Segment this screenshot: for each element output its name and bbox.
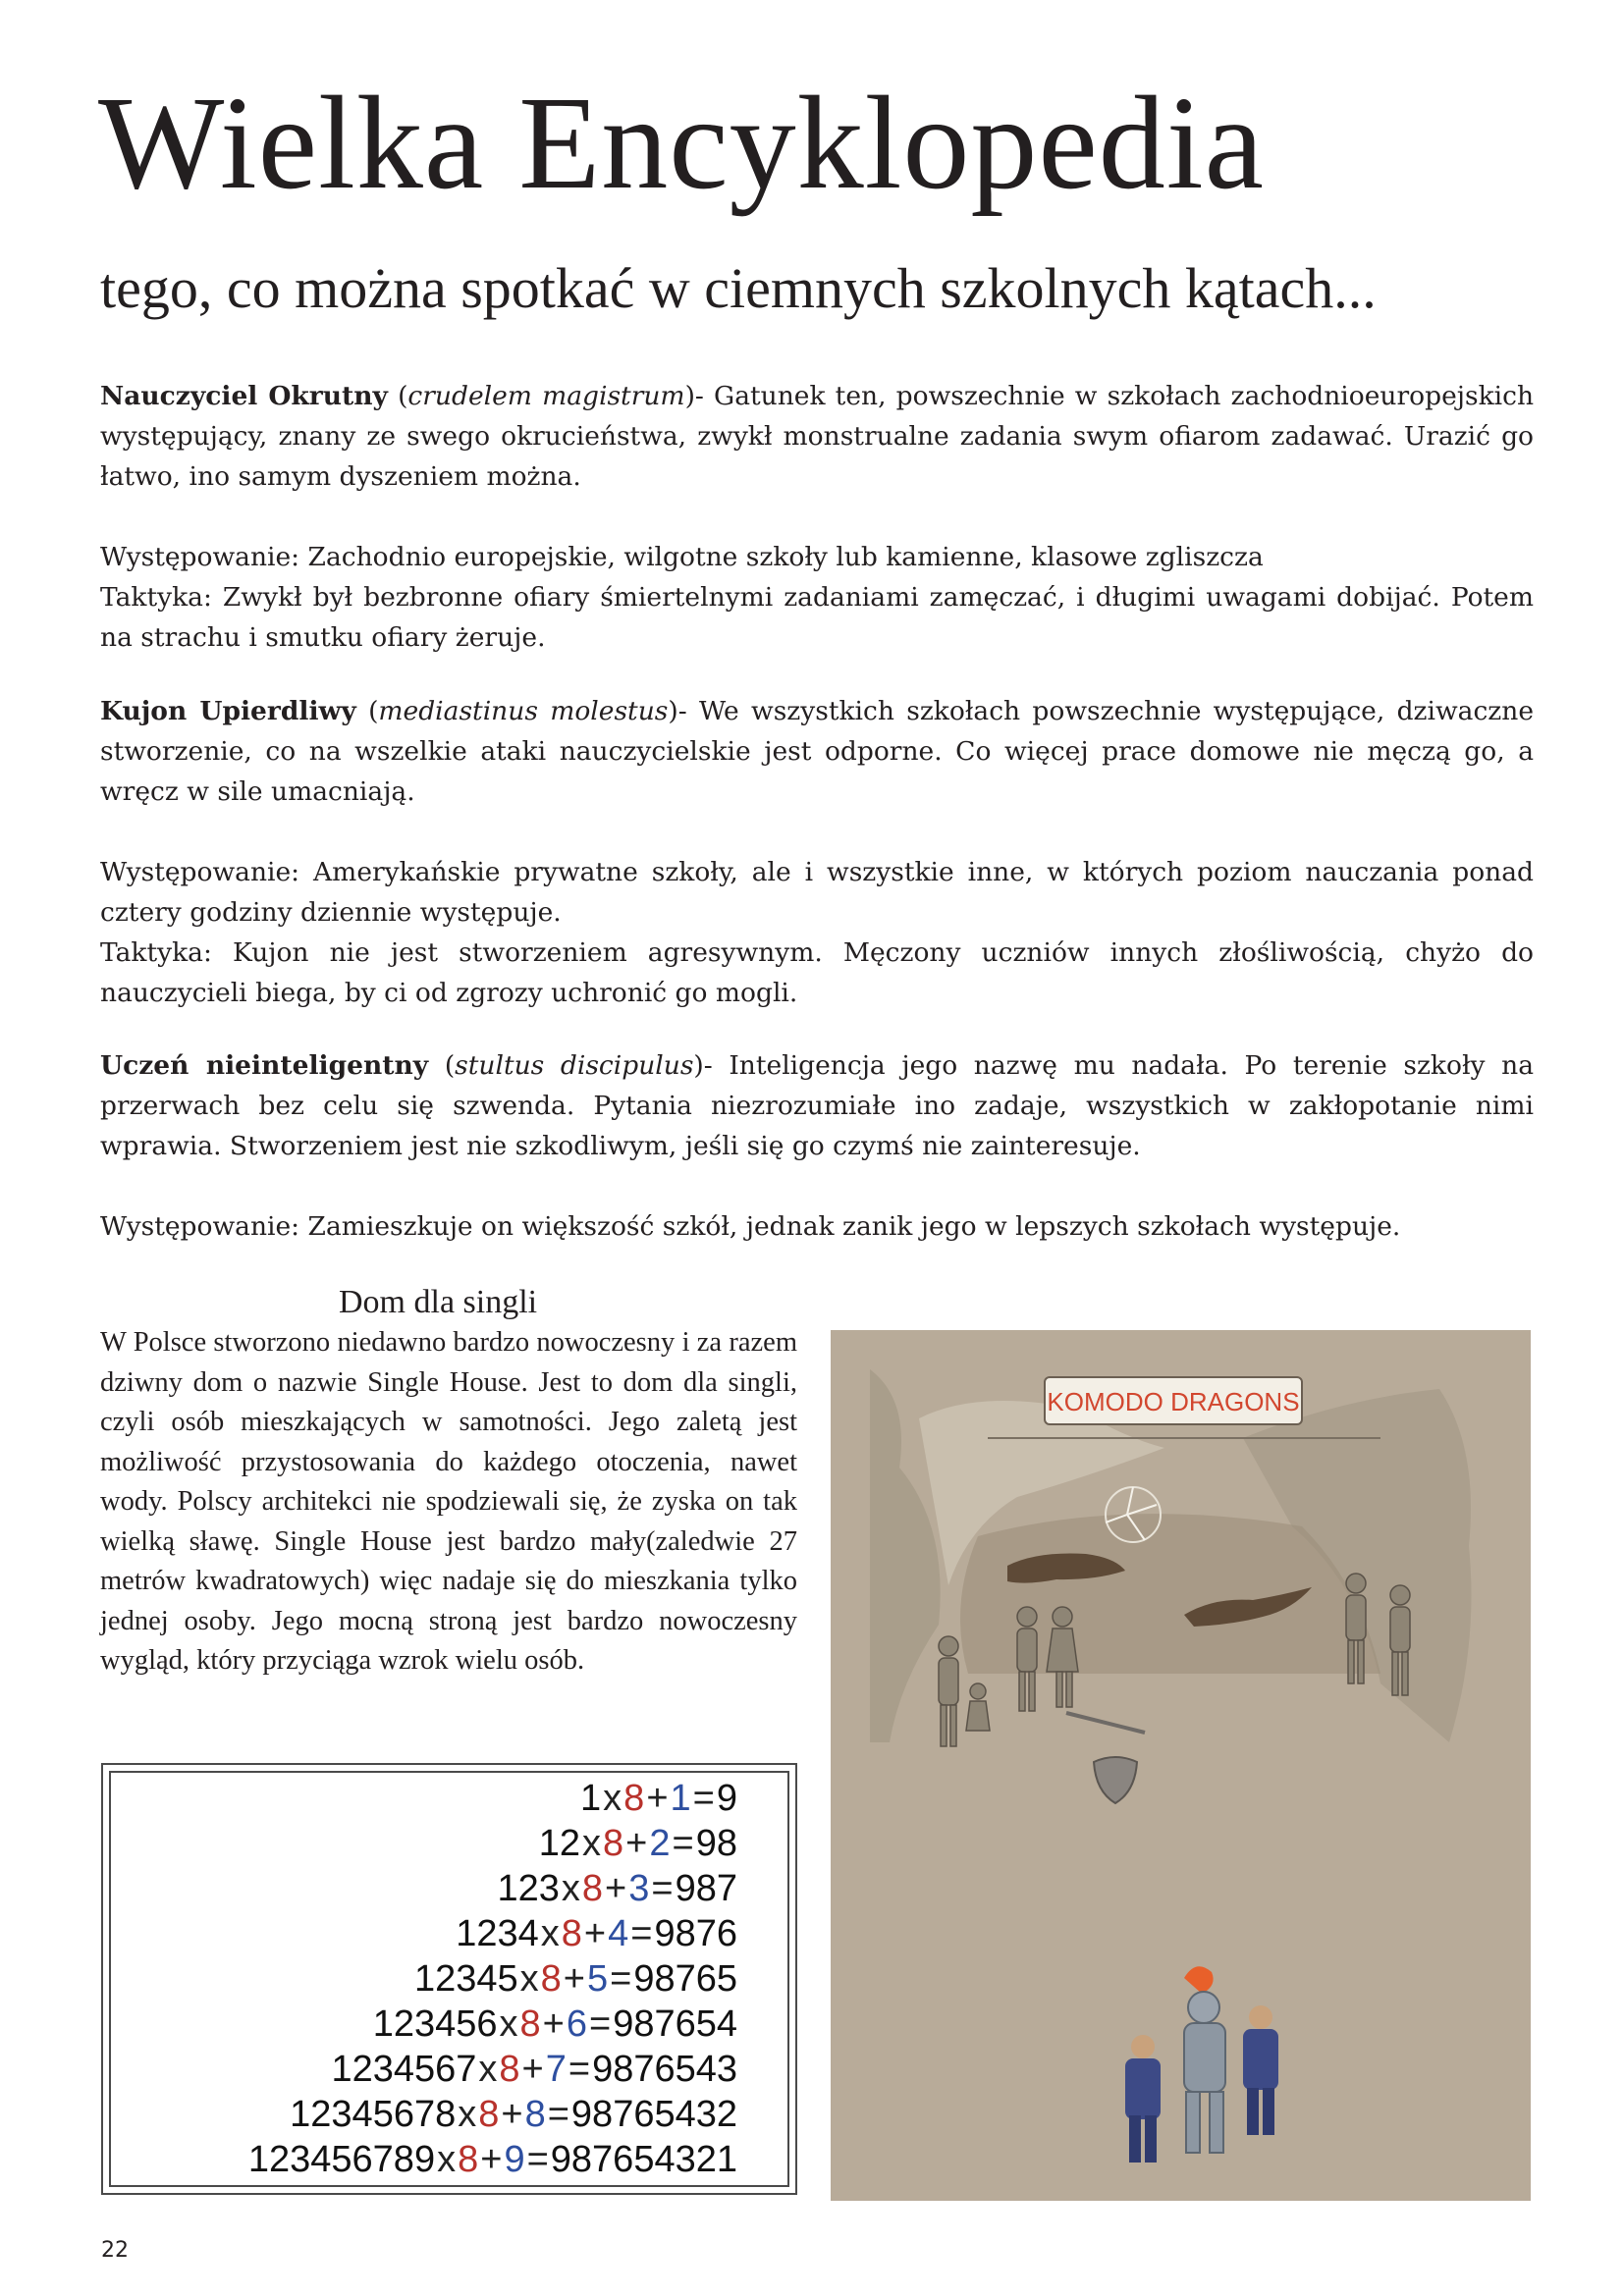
knight-escorted-by-police (1125, 1966, 1278, 2163)
equals-sign: = (672, 1823, 694, 1864)
entry-kujon-upierdliwy (100, 691, 1534, 1013)
entry-name: Kujon Upierdliwy (100, 696, 356, 726)
equation-row (289, 2095, 738, 2135)
entry-latin-name: stultus discipulus (455, 1050, 694, 1081)
entry-definition: Uczeń nieinteligentny (stultus discipulus)- Inteligencja jego nazwę mu nadała. Po terenie szkoły na przerwach bez celu się szwenda. Pytania niezrozumiałe ino zadaje, wszystkich w zakłopotanie nimi wprawia. Stworzeniem jest nie szkodliwym, jeśli się go czymś nie zainteresuje. (100, 1050, 1535, 1161)
equation-result: 9 (716, 1778, 737, 1819)
equation-row (372, 2004, 738, 2045)
entry-occurrence: Występowanie: Zachodnio europejskie, wilgotne szkoły lub kamienne, klasowe zgliszcza (100, 542, 1264, 572)
equation-multiplier: 8 (603, 1823, 624, 1864)
times-sign: x (499, 2003, 518, 2045)
times-sign: x (519, 1958, 539, 2000)
equals-sign: = (547, 2094, 569, 2135)
equation-multiplier: 8 (581, 1868, 604, 1909)
plus-sign: + (646, 1778, 669, 1819)
equation-row (413, 1959, 738, 2000)
equation-addend: 4 (608, 1913, 629, 1954)
times-sign: x (458, 2094, 477, 2135)
equation-result: 98765 (633, 1958, 737, 2000)
shield (1094, 1757, 1137, 1803)
equation-multiplier: 8 (458, 2139, 479, 2180)
times-sign: x (437, 2139, 457, 2180)
equation-left-operand: 123456789 (247, 2139, 436, 2180)
equation-row (538, 1824, 738, 1864)
plus-sign: + (583, 1913, 607, 1954)
komodo-dragons-illustration (831, 1330, 1531, 2201)
equation-multiplier: 8 (499, 2049, 520, 2090)
equation-addend: 1 (670, 1778, 691, 1819)
equation-result: 987 (675, 1868, 737, 1909)
equation-left-operand: 12345 (413, 1958, 518, 2000)
equation-left-operand: 123 (497, 1868, 560, 1909)
entry-latin-name: crudelem magistrum (407, 381, 685, 411)
equation-addend: 6 (566, 2003, 587, 2045)
equals-sign: = (692, 1778, 715, 1819)
equation-left-operand: 1 (580, 1778, 602, 1819)
entry-name: Uczeń nieinteligentny (100, 1050, 429, 1081)
entry-latin-name: mediastinus molestus (378, 696, 669, 726)
equation-row (455, 1914, 738, 1954)
equation-left-operand: 1234567 (331, 2049, 477, 2090)
entry-name: Nauczyciel Okrutny (100, 381, 388, 411)
equation-left-operand: 1234 (456, 1913, 539, 1954)
article-title: Dom dla singli (339, 1284, 538, 1320)
entry-tactics: Taktyka: Kujon nie jest stworzeniem agresywnym. Męczony uczniów innych złośliwością, chyżo do nauczycieli biega, by ci od zgrozy uchronić go mogli. (100, 937, 1534, 1008)
times-sign: x (561, 1868, 580, 1909)
equation-row (497, 1869, 739, 1909)
times-sign: x (540, 1913, 560, 1954)
equation-addend: 9 (504, 2139, 525, 2180)
equation-multiplier: 8 (540, 1958, 562, 2000)
equation-left-operand: 12345678 (290, 2094, 457, 2135)
plus-sign: + (625, 1823, 648, 1864)
times-sign: x (478, 2049, 498, 2090)
entry-definition: Kujon Upierdliwy (mediastinus molestus)- We wszystkich szkołach powszechnie występujące, dziwaczne stworzenie, co na wszelkie ataki nauczycielskie jest odporne. Co więcej prace domowe nie męczą go, a wręcz w sile umacniają. (100, 696, 1534, 807)
equation-addend: 3 (628, 1868, 650, 1909)
plus-sign: + (542, 2003, 565, 2045)
article-body: W Polsce stworzono niedawno bardzo nowoczesny i za razem dziwny dom o nazwie Single House. Jest to dom dla singli, czyli osób mieszkających w samotności. Jego zaletą jest możliwość przystosowania do każdego otoczenia, nawet wody. Polscy architekci nie spodziewali się, że zyska on tak wielką sławę. Single House jest bardzo mały(zaledwie 27 metrów kwadratowych) więc nadaje się do mieszkania tylko jednej osoby. Jego mocną stroną jest bardzo nowoczesny wygląd, który przyciąga wzrok wielu osób. (100, 1327, 797, 1676)
equals-sign: = (630, 1913, 653, 1954)
equation-result: 98765432 (570, 2094, 737, 2135)
equation-multiplier: 8 (623, 1778, 645, 1819)
equation-row (330, 2050, 738, 2090)
entry-nauczyciel-okrutny (100, 376, 1534, 658)
entry-description: )- Gatunek ten, powszechnie w szkołach zachodnioeuropejskich występujący, znany ze swego okrucieństwa, zwykł monstrualne zadania swym ofiarom zadawać. Urazić go łatwo, ino samym dyszeniem można. (100, 381, 1535, 492)
plus-sign: + (501, 2094, 523, 2135)
entry-definition: Nauczyciel Okrutny (crudelem magistrum)- Gatunek ten, powszechnie w szkołach zachodnioeuropejskich występujący, znany ze swego okrucieństwa, zwykł monstrualne zadania swym ofiarom zadawać. Urazić go łatwo, ino samym dyszeniem można. (100, 381, 1535, 492)
equation-result: 987654 (613, 2003, 737, 2045)
equation-result: 9876543 (592, 2049, 737, 2090)
page-number: 22 (101, 2238, 129, 2263)
equation-row (247, 2140, 738, 2180)
equation-addend: 5 (586, 1958, 609, 2000)
equation-result: 98 (695, 1823, 737, 1864)
plus-sign: + (605, 1868, 627, 1909)
plus-sign: + (563, 1958, 585, 2000)
entry-description: )- Inteligencja jego nazwę mu nadała. Po terenie szkoły na przerwach bez celu się szwenda. Pytania niezrozumiałe ino zadaje, wszystkich w zakłopotanie nimi wprawia. Stworzeniem jest nie szkodliwym, jeśli się go czymś nie zainteresuje. (100, 1050, 1535, 1161)
equation-result: 987654321 (550, 2139, 737, 2180)
equals-sign: = (568, 2049, 591, 2090)
equals-sign: = (588, 2003, 612, 2045)
times-sign: x (603, 1778, 622, 1819)
entry-occurrence: Występowanie: Zamieszkuje on większość szkół, jednak zanik jego w lepszych szkołach występuje. (100, 1211, 1401, 1242)
equation-multiplier: 8 (519, 2003, 541, 2045)
multiplication-pattern-box (101, 1763, 797, 2195)
page-title: Wielka Encyklopedia (98, 70, 1265, 217)
equation-row (579, 1779, 738, 1819)
entry-uczen-nieinteligentny (100, 1045, 1534, 1247)
equation-addend: 2 (649, 1823, 671, 1864)
sign-text: KOMODO DRAGONS (1047, 1387, 1300, 1416)
equation-left-operand: 12 (538, 1823, 581, 1864)
equation-multiplier: 8 (561, 1913, 582, 1954)
times-sign: x (582, 1823, 602, 1864)
entry-description: )- We wszystkich szkołach powszechnie występujące, dziwaczne stworzenie, co na wszelkie ataki nauczycielskie jest odporne. Co więcej prace domowe nie męczą go, a wręcz w sile umacniają. (100, 696, 1534, 807)
page-subtitle: tego, co można spotkać w ciemnych szkolnych kątach... (100, 256, 1377, 320)
equation-addend: 8 (524, 2094, 546, 2135)
plus-sign: + (480, 2139, 503, 2180)
equation-left-operand: 123456 (372, 2003, 498, 2045)
equals-sign: = (651, 1868, 674, 1909)
entry-tactics: Taktyka: Zwykł był bezbronne ofiary śmiertelnymi zadaniami zamęczać, i długimi uwagami dobijać. Potem na strachu i smutku ofiary żeruje. (100, 582, 1534, 653)
equals-sign: = (526, 2139, 549, 2180)
plus-sign: + (521, 2049, 544, 2090)
equation-multiplier: 8 (478, 2094, 500, 2135)
equation-addend: 7 (545, 2049, 567, 2090)
equation-result: 9876 (654, 1913, 737, 1954)
illustration-drawing (831, 1330, 1531, 2201)
entry-occurrence: Występowanie: Amerykańskie prywatne szkoły, ale i wszystkie inne, w których poziom nauczania ponad cztery godziny dziennie występuje. (100, 857, 1534, 928)
equals-sign: = (610, 1958, 632, 2000)
sword (1066, 1713, 1145, 1733)
